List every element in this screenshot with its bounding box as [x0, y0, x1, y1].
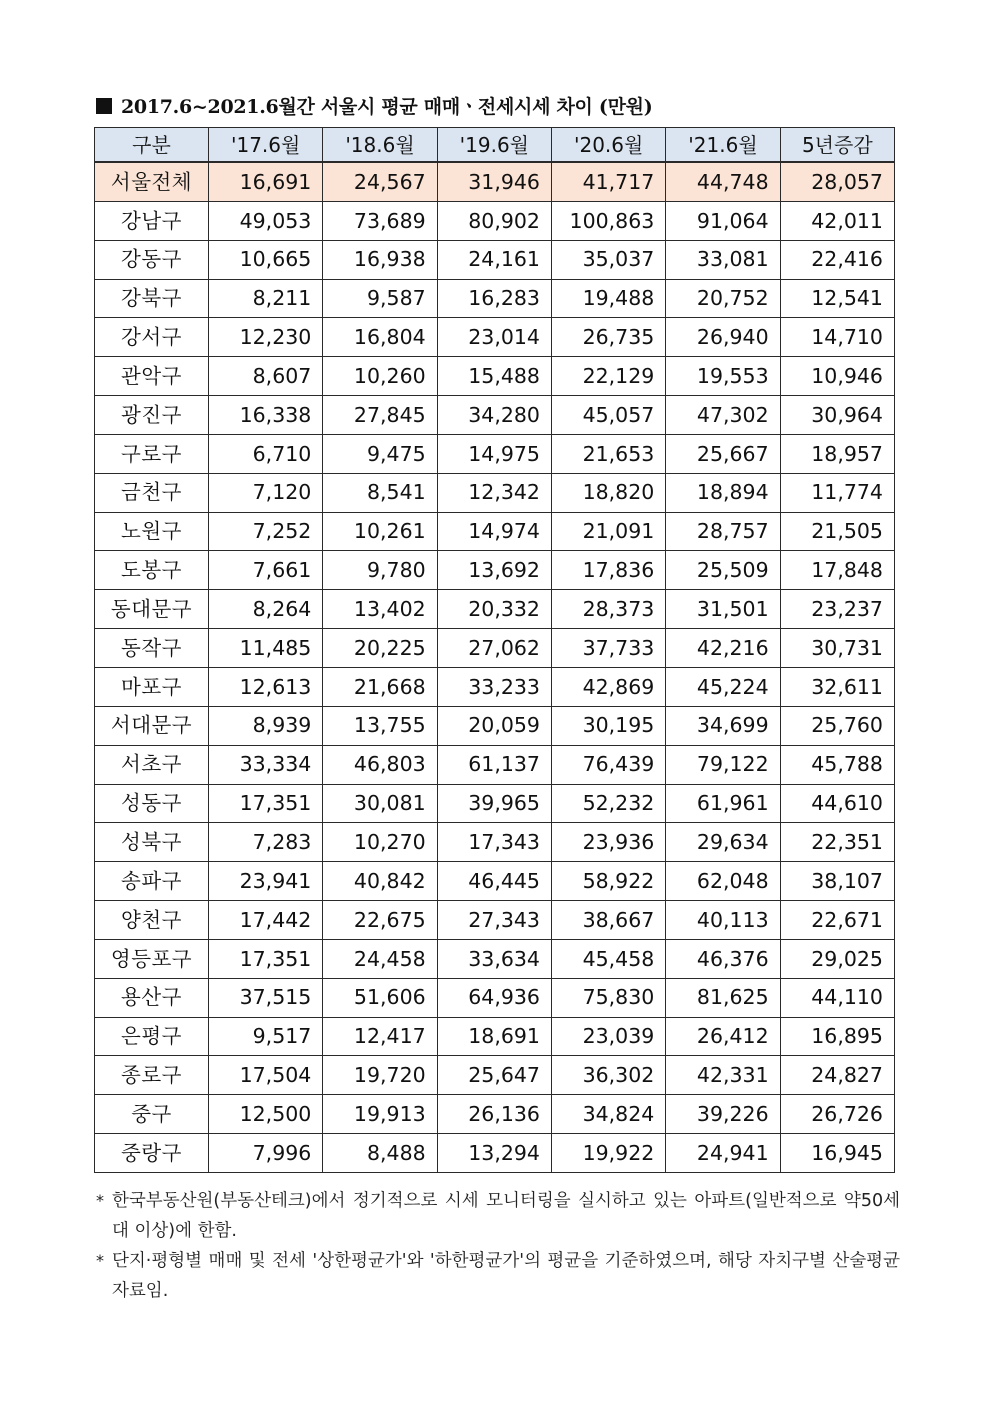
value-cell: 31,946	[437, 162, 551, 201]
footnote-text: 단지·평형별 매매 및 전세 '상한평균가'와 '하한평균가'의 평균을 기준하였으며, 해당 자치구별 산술평균 자료임.	[112, 1251, 900, 1301]
value-cell: 11,774	[780, 473, 894, 512]
value-cell: 51,606	[323, 978, 437, 1017]
value-cell: 30,731	[780, 629, 894, 668]
district-name: 금천구	[95, 473, 209, 512]
district-name: 서대문구	[95, 706, 209, 745]
value-cell: 20,225	[323, 629, 437, 668]
value-cell: 61,137	[437, 745, 551, 784]
value-cell: 100,863	[551, 201, 665, 240]
value-cell: 28,757	[666, 512, 780, 551]
value-cell: 37,733	[551, 629, 665, 668]
value-cell: 34,280	[437, 396, 551, 435]
value-cell: 42,216	[666, 629, 780, 668]
value-cell: 44,748	[666, 162, 780, 201]
asterisk-icon: *	[96, 1251, 104, 1270]
value-cell: 22,416	[780, 240, 894, 279]
value-cell: 14,710	[780, 318, 894, 357]
footnote	[96, 1246, 900, 1306]
table-row	[95, 318, 895, 357]
value-cell: 16,691	[209, 162, 323, 201]
district-name: 광진구	[95, 396, 209, 435]
value-cell: 33,081	[666, 240, 780, 279]
district-name: 강동구	[95, 240, 209, 279]
header-row	[95, 128, 895, 163]
value-cell: 23,936	[551, 823, 665, 862]
district-name: 은평구	[95, 1017, 209, 1056]
district-name: 중구	[95, 1095, 209, 1134]
district-name: 서초구	[95, 745, 209, 784]
value-cell: 9,517	[209, 1017, 323, 1056]
value-cell: 32,611	[780, 667, 894, 706]
value-cell: 12,230	[209, 318, 323, 357]
value-cell: 13,692	[437, 551, 551, 590]
value-cell: 24,567	[323, 162, 437, 201]
district-name: 강남구	[95, 201, 209, 240]
value-cell: 31,501	[666, 590, 780, 629]
table-row	[95, 590, 895, 629]
table-row	[95, 240, 895, 279]
value-cell: 17,504	[209, 1056, 323, 1095]
value-cell: 21,505	[780, 512, 894, 551]
district-name: 송파구	[95, 862, 209, 901]
value-cell: 12,541	[780, 279, 894, 318]
value-cell: 14,974	[437, 512, 551, 551]
value-cell: 12,500	[209, 1095, 323, 1134]
value-cell: 8,264	[209, 590, 323, 629]
value-cell: 19,922	[551, 1134, 665, 1173]
table-row	[95, 862, 895, 901]
value-cell: 25,667	[666, 434, 780, 473]
value-cell: 13,755	[323, 706, 437, 745]
value-cell: 23,237	[780, 590, 894, 629]
value-cell: 34,824	[551, 1095, 665, 1134]
table-row	[95, 706, 895, 745]
value-cell: 16,938	[323, 240, 437, 279]
title-text: 2017.6~2021.6월간 서울시 평균 매매ㆍ전세시세 차이 (만원)	[121, 96, 653, 118]
value-cell: 91,064	[666, 201, 780, 240]
value-cell: 23,039	[551, 1017, 665, 1056]
value-cell: 7,661	[209, 551, 323, 590]
value-cell: 23,941	[209, 862, 323, 901]
header-cell-2021: '21.6월	[666, 128, 780, 163]
header-cell-2020: '20.6월	[551, 128, 665, 163]
value-cell: 47,302	[666, 396, 780, 435]
value-cell: 35,037	[551, 240, 665, 279]
value-cell: 22,129	[551, 357, 665, 396]
table-row	[95, 901, 895, 940]
value-cell: 22,351	[780, 823, 894, 862]
value-cell: 8,211	[209, 279, 323, 318]
black-square-icon	[96, 98, 112, 114]
value-cell: 45,224	[666, 667, 780, 706]
value-cell: 17,343	[437, 823, 551, 862]
value-cell: 75,830	[551, 978, 665, 1017]
district-name: 노원구	[95, 512, 209, 551]
value-cell: 58,922	[551, 862, 665, 901]
footnote-text: 한국부동산원(부동산테크)에서 정기적으로 시세 모니터링을 실시하고 있는 아파트(일반적으로 약50세대 이상)에 한함.	[112, 1191, 900, 1241]
value-cell: 20,332	[437, 590, 551, 629]
header-cell-2019: '19.6월	[437, 128, 551, 163]
value-cell: 16,283	[437, 279, 551, 318]
value-cell: 26,735	[551, 318, 665, 357]
value-cell: 42,869	[551, 667, 665, 706]
table-row-seoul-total	[95, 162, 895, 201]
table-row	[95, 201, 895, 240]
value-cell: 52,232	[551, 784, 665, 823]
district-name: 양천구	[95, 901, 209, 940]
value-cell: 17,836	[551, 551, 665, 590]
value-cell: 79,122	[666, 745, 780, 784]
value-cell: 10,665	[209, 240, 323, 279]
value-cell: 30,081	[323, 784, 437, 823]
value-cell: 8,488	[323, 1134, 437, 1173]
value-cell: 29,634	[666, 823, 780, 862]
value-cell: 26,726	[780, 1095, 894, 1134]
table-row	[95, 396, 895, 435]
value-cell: 41,717	[551, 162, 665, 201]
value-cell: 9,587	[323, 279, 437, 318]
district-name: 종로구	[95, 1056, 209, 1095]
value-cell: 33,634	[437, 939, 551, 978]
value-cell: 38,107	[780, 862, 894, 901]
table-row	[95, 667, 895, 706]
value-cell: 25,760	[780, 706, 894, 745]
value-cell: 76,439	[551, 745, 665, 784]
district-name: 용산구	[95, 978, 209, 1017]
value-cell: 61,961	[666, 784, 780, 823]
table-row	[95, 978, 895, 1017]
value-cell: 24,458	[323, 939, 437, 978]
district-name: 동작구	[95, 629, 209, 668]
value-cell: 49,053	[209, 201, 323, 240]
value-cell: 40,842	[323, 862, 437, 901]
value-cell: 73,689	[323, 201, 437, 240]
value-cell: 8,939	[209, 706, 323, 745]
asterisk-icon: *	[96, 1191, 104, 1210]
value-cell: 25,509	[666, 551, 780, 590]
value-cell: 18,957	[780, 434, 894, 473]
value-cell: 19,553	[666, 357, 780, 396]
district-name: 마포구	[95, 667, 209, 706]
table-title	[96, 92, 652, 119]
value-cell: 13,294	[437, 1134, 551, 1173]
value-cell: 37,515	[209, 978, 323, 1017]
value-cell: 12,613	[209, 667, 323, 706]
table-row	[95, 745, 895, 784]
value-cell: 42,011	[780, 201, 894, 240]
header-cell-2018: '18.6월	[323, 128, 437, 163]
table-row	[95, 939, 895, 978]
footnote	[96, 1186, 900, 1246]
value-cell: 34,699	[666, 706, 780, 745]
value-cell: 44,110	[780, 978, 894, 1017]
value-cell: 13,402	[323, 590, 437, 629]
value-cell: 19,720	[323, 1056, 437, 1095]
value-cell: 27,845	[323, 396, 437, 435]
header-cell-2017: '17.6월	[209, 128, 323, 163]
value-cell: 26,136	[437, 1095, 551, 1134]
value-cell: 46,376	[666, 939, 780, 978]
value-cell: 22,671	[780, 901, 894, 940]
district-name: 영등포구	[95, 939, 209, 978]
value-cell: 21,091	[551, 512, 665, 551]
value-cell: 12,342	[437, 473, 551, 512]
table-row	[95, 473, 895, 512]
value-cell: 16,895	[780, 1017, 894, 1056]
value-cell: 26,940	[666, 318, 780, 357]
value-cell: 19,913	[323, 1095, 437, 1134]
value-cell: 36,302	[551, 1056, 665, 1095]
value-cell: 45,458	[551, 939, 665, 978]
value-cell: 7,120	[209, 473, 323, 512]
value-cell: 20,752	[666, 279, 780, 318]
value-cell: 7,283	[209, 823, 323, 862]
value-cell: 18,691	[437, 1017, 551, 1056]
table-row	[95, 1134, 895, 1173]
value-cell: 38,667	[551, 901, 665, 940]
district-name: 동대문구	[95, 590, 209, 629]
table-row	[95, 1095, 895, 1134]
value-cell: 17,848	[780, 551, 894, 590]
value-cell: 28,373	[551, 590, 665, 629]
header-cell-5yr-change: 5년증감	[780, 128, 894, 163]
table-row	[95, 434, 895, 473]
value-cell: 40,113	[666, 901, 780, 940]
table-row	[95, 551, 895, 590]
value-cell: 23,014	[437, 318, 551, 357]
value-cell: 10,260	[323, 357, 437, 396]
value-cell: 30,195	[551, 706, 665, 745]
district-name: 성북구	[95, 823, 209, 862]
value-cell: 10,946	[780, 357, 894, 396]
value-cell: 7,252	[209, 512, 323, 551]
value-cell: 17,351	[209, 939, 323, 978]
value-cell: 46,445	[437, 862, 551, 901]
value-cell: 17,351	[209, 784, 323, 823]
value-cell: 14,975	[437, 434, 551, 473]
table-row	[95, 1017, 895, 1056]
value-cell: 33,233	[437, 667, 551, 706]
district-name: 서울전체	[95, 162, 209, 201]
district-name: 구로구	[95, 434, 209, 473]
table-row	[95, 823, 895, 862]
value-cell: 11,485	[209, 629, 323, 668]
value-cell: 12,417	[323, 1017, 437, 1056]
value-cell: 45,788	[780, 745, 894, 784]
value-cell: 28,057	[780, 162, 894, 201]
value-cell: 46,803	[323, 745, 437, 784]
value-cell: 15,488	[437, 357, 551, 396]
value-cell: 8,607	[209, 357, 323, 396]
value-cell: 10,261	[323, 512, 437, 551]
value-cell: 21,653	[551, 434, 665, 473]
value-cell: 30,964	[780, 396, 894, 435]
value-cell: 21,668	[323, 667, 437, 706]
value-cell: 7,996	[209, 1134, 323, 1173]
value-cell: 29,025	[780, 939, 894, 978]
footnotes	[96, 1186, 900, 1306]
table-row	[95, 784, 895, 823]
value-cell: 9,780	[323, 551, 437, 590]
value-cell: 20,059	[437, 706, 551, 745]
value-cell: 62,048	[666, 862, 780, 901]
value-cell: 42,331	[666, 1056, 780, 1095]
value-cell: 16,804	[323, 318, 437, 357]
value-cell: 10,270	[323, 823, 437, 862]
district-name: 강북구	[95, 279, 209, 318]
table-row	[95, 357, 895, 396]
value-cell: 80,902	[437, 201, 551, 240]
value-cell: 17,442	[209, 901, 323, 940]
value-cell: 44,610	[780, 784, 894, 823]
district-name: 도봉구	[95, 551, 209, 590]
table-row	[95, 512, 895, 551]
district-name: 강서구	[95, 318, 209, 357]
value-cell: 18,894	[666, 473, 780, 512]
value-cell: 16,338	[209, 396, 323, 435]
value-cell: 39,965	[437, 784, 551, 823]
value-cell: 27,343	[437, 901, 551, 940]
value-cell: 26,412	[666, 1017, 780, 1056]
value-cell: 25,647	[437, 1056, 551, 1095]
value-cell: 22,675	[323, 901, 437, 940]
value-cell: 24,941	[666, 1134, 780, 1173]
value-cell: 39,226	[666, 1095, 780, 1134]
value-cell: 6,710	[209, 434, 323, 473]
table-row	[95, 279, 895, 318]
header-cell-category: 구분	[95, 128, 209, 163]
district-name: 중랑구	[95, 1134, 209, 1173]
district-name: 성동구	[95, 784, 209, 823]
table-row	[95, 629, 895, 668]
value-cell: 64,936	[437, 978, 551, 1017]
price-gap-table	[94, 127, 895, 1173]
value-cell: 24,827	[780, 1056, 894, 1095]
value-cell: 24,161	[437, 240, 551, 279]
table-row	[95, 1056, 895, 1095]
value-cell: 27,062	[437, 629, 551, 668]
value-cell: 18,820	[551, 473, 665, 512]
value-cell: 19,488	[551, 279, 665, 318]
value-cell: 9,475	[323, 434, 437, 473]
value-cell: 81,625	[666, 978, 780, 1017]
district-name: 관악구	[95, 357, 209, 396]
value-cell: 45,057	[551, 396, 665, 435]
value-cell: 33,334	[209, 745, 323, 784]
value-cell: 16,945	[780, 1134, 894, 1173]
value-cell: 8,541	[323, 473, 437, 512]
